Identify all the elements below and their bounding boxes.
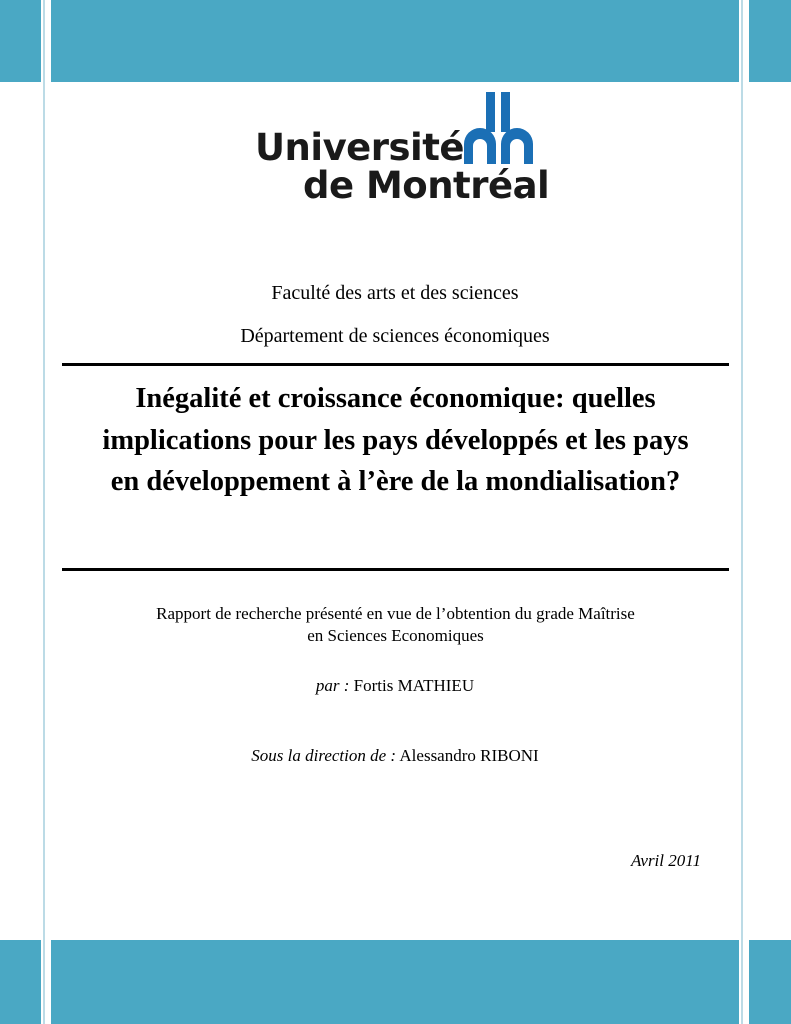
report-line-2: en Sciences Economiques (307, 626, 484, 645)
author-line (51, 675, 739, 697)
author-name: Fortis MATHIEU (353, 676, 475, 695)
logo-line-2: de Montréal (303, 164, 550, 207)
header-band-left (0, 0, 41, 82)
faculty-name: Faculté des arts et des sciences (271, 282, 519, 304)
title-bottom-rule (62, 568, 729, 571)
university-logo (255, 92, 550, 207)
footer-band-right (749, 940, 791, 1024)
udem-emblem-icon (464, 92, 544, 164)
header-band-right (749, 0, 791, 82)
right-border-line (741, 0, 743, 1024)
author-label: par : (315, 676, 350, 695)
logo-line-1: Université (255, 126, 465, 169)
report-line-1: Rapport de recherche présenté en vue de l’obtention du grade Maîtrise (156, 604, 635, 623)
document-title: Inégalité et croissance économique: quelles implications pour les pays développés et les pays en développement à l’ère de la mondialisation? (102, 383, 689, 497)
document-date: Avril 2011 (630, 851, 701, 870)
supervisor-label: Sous la direction de : (251, 746, 397, 765)
title-top-rule (62, 363, 729, 366)
supervisor-line (51, 745, 739, 767)
left-border-line (43, 0, 45, 1024)
header-band (51, 0, 739, 82)
department-name: Département de sciences économiques (240, 325, 550, 347)
footer-band (51, 940, 739, 1024)
footer-band-left (0, 940, 41, 1024)
report-description (80, 603, 711, 647)
supervisor-name: Alessandro RIBONI (399, 746, 539, 765)
